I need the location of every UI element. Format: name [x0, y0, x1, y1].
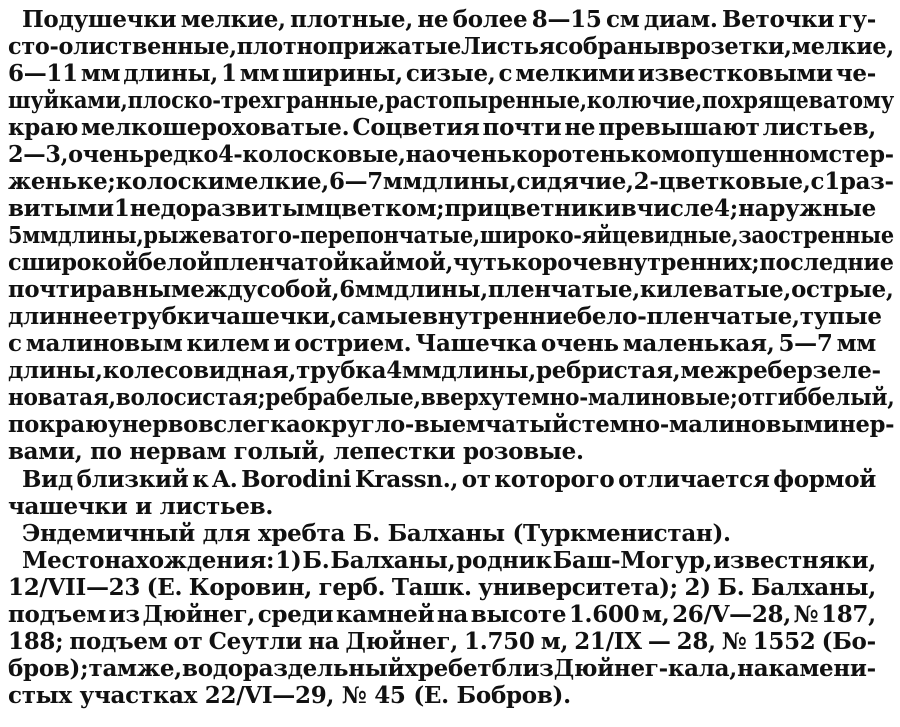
- text-line: подъем из Дюйнег, среди камней на высоте 1.600 м, 26/V—28, № 187,: [8, 601, 876, 628]
- text-line: витым и 1 недоразвитым цветком; прицветники в числе 4; наружные: [8, 195, 876, 222]
- text-line: длины, колесовидная, трубка 4 мм длины, ребристая, меж ребер зеле-: [8, 357, 881, 384]
- text-line: шуйками, плоско-трехгранные, растопыренные, колючие, по хрящеватому: [8, 87, 895, 114]
- text-line: чашечки и листьев.: [8, 493, 274, 520]
- text-line: 5 мм длины, рыжеватого-перепончатые, широко-яйцевидные, заостренные: [8, 222, 894, 249]
- text-line: сто-олиственные, плотно прижатые Листья собраны в розетки, мелкие,: [8, 33, 894, 60]
- text-line: краю мелкошероховатые. Соцветия почти не превышают листьев,: [8, 114, 876, 141]
- text-line: женьке; колоски мелкие, 6—7 мм длины, сидячие, 2-цветковые, с 1 раз-: [8, 168, 894, 195]
- text-line: 2—3, очень редко 4-колосковые, на очень коротеньком опушенном стер-: [8, 141, 894, 168]
- text-line: с широкой белой пленчатой каймой, чуть короче внутренних; последние: [8, 249, 894, 276]
- text-line: по краю у нервов слегка округло-выемчатый с темно-малиновыми нер-: [8, 411, 895, 438]
- text-line: бров); там же, водораздельный хребет близ Дюйнег-кала, на камени-: [8, 655, 876, 682]
- text-line: стых участках 22/VI—29, № 45 (Е. Бобров).: [8, 682, 571, 709]
- text-line: Подушечки мелкие, плотные, не более 8—15 см диам. Веточки гу-: [22, 6, 876, 33]
- text-line: с малиновым килем и острием. Чашечка очень маленькая, 5—7 мм: [8, 330, 876, 357]
- text-line: длиннее трубки чашечки, самые внутренние бело-пленчатые, тупые: [8, 303, 882, 330]
- text-line: 6—11 мм длины, 1 мм ширины, сизые, с мелкими известковыми че-: [8, 60, 876, 87]
- text-line: 12/VII—23 (Е. Коровин, герб. Ташк. университета); 2) Б. Балханы,: [8, 574, 876, 601]
- text-line: Местонахождения: 1) Б. Балханы, родник Баш-Могур, известняки,: [22, 547, 876, 574]
- text-line: новатая, волосистая; ребра белые, вверху темно-малиновые; отгиб белый,: [8, 384, 895, 411]
- text-line: вами, по нервам голый, лепестки розовые.: [8, 438, 584, 465]
- text-line: Вид близкий к A. Borodini Krassn., от которого отличается формой: [22, 466, 876, 493]
- text-line: 188; подъем от Сеутли на Дюйнег, 1.750 м, 21/IX — 28, № 1552 (Бо-: [8, 628, 876, 655]
- text-line: почти равны между собой, 6 мм длины, пленчатые, килеватые, острые,: [8, 276, 894, 303]
- text-line: Эндемичный для хребта Б. Балханы (Туркменистан).: [22, 520, 731, 547]
